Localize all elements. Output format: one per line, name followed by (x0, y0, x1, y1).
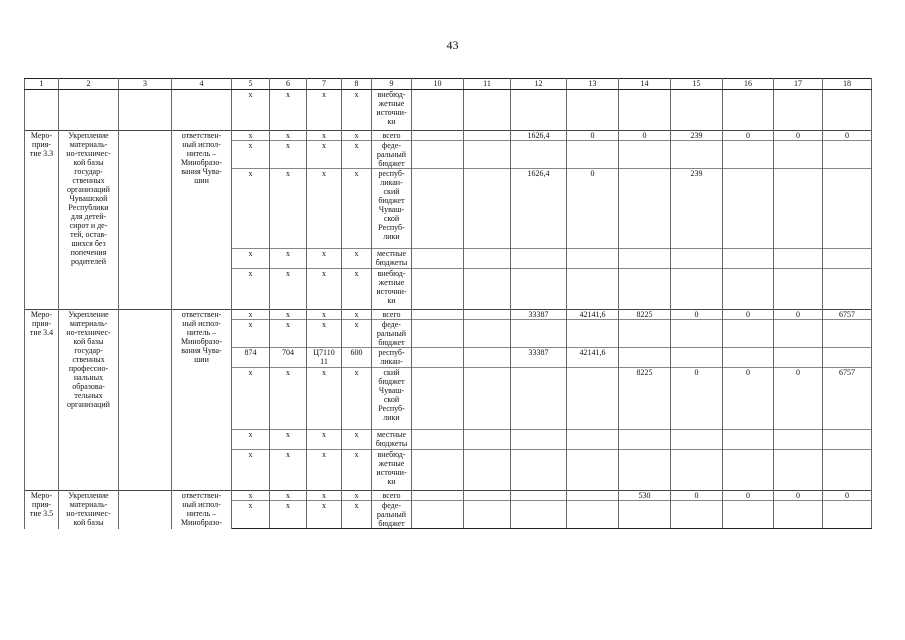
cell-value-c16 (723, 269, 774, 310)
budget-code: x (270, 450, 307, 491)
source-label: внебюд- жетные источни- ки (372, 269, 412, 310)
cell-value-c14 (619, 501, 671, 529)
cell-value-c12: 33387 (511, 310, 567, 320)
cell-value (412, 368, 464, 430)
cell-value-c13: 42141,6 (567, 310, 619, 320)
cell-value (567, 90, 619, 131)
cell-value-c17 (774, 249, 823, 269)
budget-table (24, 78, 872, 529)
column-header-14: 14 (619, 79, 671, 90)
budget-code: x (270, 249, 307, 269)
budget-code: x (307, 501, 342, 529)
cell-value-c16 (723, 249, 774, 269)
budget-code: x (232, 310, 270, 320)
cell-value (412, 310, 464, 320)
cell-code: x (307, 90, 342, 131)
source-label: местные бюджеты (372, 430, 412, 450)
cell-value-c13 (567, 501, 619, 529)
measure-executor: ответствен- ный испол- нитель – Минобразо- вания Чува- шии (172, 131, 232, 310)
table-row (25, 131, 872, 141)
cell-value-c13: 42141,6 (567, 348, 619, 368)
cell-value (823, 90, 872, 131)
measure-title: Укрепление материаль- но-техничес- кой базы (59, 491, 119, 529)
budget-code: 704 (270, 348, 307, 368)
cell-empty (59, 90, 119, 131)
cell-value-c17 (774, 501, 823, 529)
budget-code: x (342, 491, 372, 501)
cell-value-c13 (567, 269, 619, 310)
budget-code: x (232, 501, 270, 529)
column-header-10: 10 (412, 79, 464, 90)
cell-value (464, 491, 511, 501)
measure-number: Меро- прия- тие 3.5 (25, 491, 59, 529)
cell-value (464, 450, 511, 491)
budget-code: x (270, 501, 307, 529)
column-header-11: 11 (464, 79, 511, 90)
cell-value-c17: 0 (774, 131, 823, 141)
source-label: внебюд- жетные источни- ки (372, 450, 412, 491)
source-label: феде- ральный бюджет (372, 141, 412, 169)
budget-code: 600 (342, 348, 372, 368)
budget-code: x (342, 320, 372, 348)
cell-value (412, 249, 464, 269)
cell-value (464, 269, 511, 310)
budget-code: 874 (232, 348, 270, 368)
cell-value-c14 (619, 141, 671, 169)
cell-value-c16: 0 (723, 368, 774, 430)
measure-number: Меро- прия- тие 3.4 (25, 310, 59, 491)
cell-value-c15 (671, 269, 723, 310)
cell-value-c16 (723, 450, 774, 491)
cell-value (412, 501, 464, 529)
budget-code: x (342, 131, 372, 141)
cell-value (464, 141, 511, 169)
budget-code: x (232, 249, 270, 269)
budget-code: x (342, 141, 372, 169)
cell-value (464, 430, 511, 450)
cell-empty (119, 310, 172, 491)
cell-value-c13 (567, 430, 619, 450)
cell-value-c15 (671, 141, 723, 169)
cell-value-c18: 0 (823, 491, 872, 501)
cell-value-c13 (567, 450, 619, 491)
budget-code: x (307, 249, 342, 269)
cell-value-c18 (823, 501, 872, 529)
column-header-2: 2 (59, 79, 119, 90)
cell-value-c18: 6757 (823, 368, 872, 430)
cell-value-c18 (823, 249, 872, 269)
cell-value-c17 (774, 269, 823, 310)
budget-code: x (232, 430, 270, 450)
cell-value-c16 (723, 430, 774, 450)
cell-value-c15 (671, 450, 723, 491)
budget-code: x (342, 501, 372, 529)
column-header-12: 12 (511, 79, 567, 90)
cell-value-c18 (823, 269, 872, 310)
budget-code: x (270, 169, 307, 249)
source-label: всего (372, 491, 412, 501)
cell-value-c17: 0 (774, 491, 823, 501)
cell-value-c13 (567, 320, 619, 348)
budget-code: x (270, 320, 307, 348)
cell-value (412, 169, 464, 249)
measure-number: Меро- прия- тие 3.3 (25, 131, 59, 310)
column-header-15: 15 (671, 79, 723, 90)
budget-code: x (232, 141, 270, 169)
cell-value-c14 (619, 320, 671, 348)
source-label: всего (372, 310, 412, 320)
cell-value-c16: 0 (723, 131, 774, 141)
column-header-7: 7 (307, 79, 342, 90)
cell-value (464, 90, 511, 131)
cell-value-c14 (619, 450, 671, 491)
budget-code: x (342, 249, 372, 269)
cell-value-c15: 0 (671, 368, 723, 430)
cell-value-c16: 0 (723, 310, 774, 320)
budget-code: x (232, 450, 270, 491)
budget-code: x (307, 169, 342, 249)
cell-value-c17: 0 (774, 368, 823, 430)
source-label: респуб- ликан- (372, 348, 412, 368)
cell-value-c18 (823, 348, 872, 368)
cell-value-c17 (774, 169, 823, 249)
cell-code: x (270, 90, 307, 131)
cell-empty (119, 491, 172, 529)
cell-value-c12 (511, 491, 567, 501)
cell-value-c14: 0 (619, 131, 671, 141)
cell-value-c13 (567, 141, 619, 169)
cell-value (412, 430, 464, 450)
cell-value-c12 (511, 501, 567, 529)
cell-empty (25, 90, 59, 131)
source-label: феде- ральный бюджет (372, 501, 412, 529)
budget-code: x (342, 169, 372, 249)
cell-value (412, 141, 464, 169)
cell-value (464, 310, 511, 320)
budget-code: x (307, 269, 342, 310)
cell-value (774, 90, 823, 131)
cell-value-c18 (823, 320, 872, 348)
cell-value (412, 131, 464, 141)
cell-value (619, 90, 671, 131)
cell-value-c15: 239 (671, 131, 723, 141)
cell-value-c18 (823, 430, 872, 450)
cell-value-c12: 1626,4 (511, 131, 567, 141)
cell-value-c17 (774, 430, 823, 450)
source-label: местные бюджеты (372, 249, 412, 269)
table-header-row (25, 79, 872, 90)
budget-code: x (270, 430, 307, 450)
source-label: ский бюджет Чуваш- ской Респуб- лики (372, 368, 412, 430)
cell-value-c13 (567, 368, 619, 430)
cell-value-c14 (619, 348, 671, 368)
cell-value (412, 491, 464, 501)
cell-value (412, 90, 464, 131)
measure-title: Укрепление материаль- но-техничес- кой базы государ- ственных организаций Чувашской Республики для детей- сирот и де- тей, остав- шихся без попечения родителей (59, 131, 119, 310)
column-header-4: 4 (172, 79, 232, 90)
cell-value-c12 (511, 141, 567, 169)
cell-value (464, 320, 511, 348)
cell-value-c12 (511, 269, 567, 310)
cell-value-c13 (567, 249, 619, 269)
budget-code: x (307, 320, 342, 348)
budget-code: x (232, 368, 270, 430)
source-label: респуб- ликан- ский бюджет Чуваш- ской Респуб- лики (372, 169, 412, 249)
cell-value-c18 (823, 141, 872, 169)
cell-code: x (232, 90, 270, 131)
cell-value-c17 (774, 450, 823, 491)
column-header-1: 1 (25, 79, 59, 90)
cell-value (464, 131, 511, 141)
cell-value-c15 (671, 348, 723, 368)
budget-code: x (232, 269, 270, 310)
column-header-16: 16 (723, 79, 774, 90)
source-label: феде- ральный бюджет (372, 320, 412, 348)
cell-value-c16 (723, 320, 774, 348)
cell-value (412, 320, 464, 348)
cell-value-c12: 33387 (511, 348, 567, 368)
budget-code: x (270, 141, 307, 169)
cell-value (464, 501, 511, 529)
cell-value-c14 (619, 249, 671, 269)
cell-value (464, 249, 511, 269)
cell-value-c17 (774, 320, 823, 348)
budget-code: x (342, 269, 372, 310)
cell-value-c16 (723, 501, 774, 529)
cell-value-c13: 0 (567, 131, 619, 141)
cell-value-c13 (567, 491, 619, 501)
cell-value-c15 (671, 430, 723, 450)
cell-value (511, 90, 567, 131)
column-header-6: 6 (270, 79, 307, 90)
budget-code: x (307, 368, 342, 430)
cell-value-c12 (511, 450, 567, 491)
cell-value-c14: 8225 (619, 368, 671, 430)
cell-value-c12: 1626,4 (511, 169, 567, 249)
column-header-18: 18 (823, 79, 872, 90)
column-header-5: 5 (232, 79, 270, 90)
budget-code: x (307, 310, 342, 320)
column-header-3: 3 (119, 79, 172, 90)
column-header-8: 8 (342, 79, 372, 90)
budget-code: x (232, 131, 270, 141)
cell-value-c12 (511, 320, 567, 348)
cell-value (464, 348, 511, 368)
budget-code: x (307, 131, 342, 141)
column-header-17: 17 (774, 79, 823, 90)
page-number: 43 (446, 38, 459, 52)
budget-code: x (342, 368, 372, 430)
cell-value-c15: 239 (671, 169, 723, 249)
cell-value-c14 (619, 269, 671, 310)
cell-empty (119, 90, 172, 131)
table-row (25, 90, 872, 131)
cell-value (723, 90, 774, 131)
cell-empty (119, 131, 172, 310)
source-label: всего (372, 131, 412, 141)
column-header-13: 13 (567, 79, 619, 90)
budget-code: x (232, 169, 270, 249)
cell-value-c12 (511, 430, 567, 450)
cell-code: x (342, 90, 372, 131)
table-row (25, 491, 872, 501)
cell-value-c17: 0 (774, 310, 823, 320)
cell-value-c18 (823, 450, 872, 491)
cell-value-c14 (619, 430, 671, 450)
cell-value-c16 (723, 141, 774, 169)
measure-executor: ответствен- ный испол- нитель – Минобразо- (172, 491, 232, 529)
budget-code: x (270, 491, 307, 501)
cell-value (464, 169, 511, 249)
source-label: внебюд- жетные источни- ки (372, 90, 412, 131)
cell-empty (172, 90, 232, 131)
cell-value (412, 450, 464, 491)
budget-code: Ц7110 11 (307, 348, 342, 368)
cell-value-c16 (723, 169, 774, 249)
cell-value-c18 (823, 169, 872, 249)
cell-value (464, 368, 511, 430)
budget-code: x (270, 310, 307, 320)
budget-code: x (232, 491, 270, 501)
cell-value-c15 (671, 501, 723, 529)
cell-value-c13: 0 (567, 169, 619, 249)
cell-value-c14 (619, 169, 671, 249)
cell-value-c12 (511, 249, 567, 269)
cell-value-c15 (671, 320, 723, 348)
cell-value-c18: 6757 (823, 310, 872, 320)
budget-code: x (307, 450, 342, 491)
measure-executor: ответствен- ный испол- нитель – Минобразо- вания Чува- шии (172, 310, 232, 491)
cell-value-c18: 0 (823, 131, 872, 141)
budget-code: x (270, 269, 307, 310)
cell-value (671, 90, 723, 131)
cell-value-c15: 0 (671, 310, 723, 320)
budget-code: x (270, 368, 307, 430)
cell-value (412, 269, 464, 310)
cell-value-c16 (723, 348, 774, 368)
cell-value-c14: 530 (619, 491, 671, 501)
column-header-9: 9 (372, 79, 412, 90)
cell-value-c14: 8225 (619, 310, 671, 320)
budget-code: x (307, 491, 342, 501)
cell-value-c15: 0 (671, 491, 723, 501)
budget-code: x (307, 430, 342, 450)
cell-value (412, 348, 464, 368)
budget-code: x (342, 450, 372, 491)
cell-value-c17 (774, 141, 823, 169)
budget-code: x (342, 430, 372, 450)
cell-value-c17 (774, 348, 823, 368)
cell-value-c12 (511, 368, 567, 430)
table-row (25, 310, 872, 320)
budget-code: x (270, 131, 307, 141)
measure-title: Укрепление материаль- но-техничес- кой базы государ- ственных профессио- нальных образова- тельных организаций (59, 310, 119, 491)
budget-code: x (342, 310, 372, 320)
budget-code: x (307, 141, 342, 169)
cell-value-c15 (671, 249, 723, 269)
budget-code: x (232, 320, 270, 348)
cell-value-c16: 0 (723, 491, 774, 501)
